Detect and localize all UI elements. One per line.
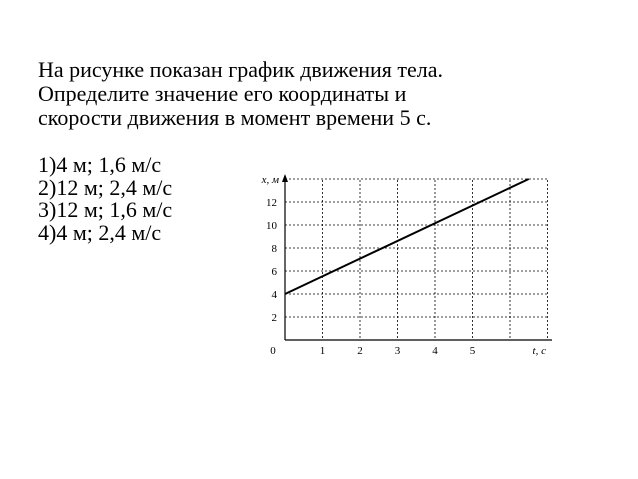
x-tick-label: 5 xyxy=(469,345,476,357)
x-tick-label: 2 xyxy=(357,345,363,357)
y-tick-label: 12 xyxy=(266,197,277,209)
y-tick-label: 2 xyxy=(271,312,277,324)
y-axis-arrow xyxy=(282,174,288,182)
x-tick-label: 3 xyxy=(394,345,401,357)
x-axis-label: t, c xyxy=(532,345,546,357)
question-line-1: На рисунке показан график движения тела. xyxy=(38,57,444,82)
y-tick-label: 8 xyxy=(271,243,277,255)
answer-option-4[interactable]: 4)4 м; 2,4 м/с xyxy=(38,219,162,245)
y-axis-label: x, м xyxy=(261,174,279,186)
x-tick-label: 1 xyxy=(319,345,326,357)
answer-option-3[interactable]: 3)12 м; 1,6 м/с xyxy=(38,197,173,222)
y-tick-label: 10 xyxy=(266,220,277,232)
origin-label: 0 xyxy=(270,345,276,357)
series-line xyxy=(285,179,529,294)
answer-option-1[interactable]: 1)4 м; 1,6 м/с xyxy=(38,152,162,177)
question-line-3: скорости движения в момент времени 5 с. xyxy=(38,105,432,130)
x-tick-label: 4 xyxy=(432,345,438,357)
question-line-2: Определите значение его координаты и xyxy=(38,81,407,106)
y-tick-label: 6 xyxy=(271,266,277,278)
answer-option-2[interactable]: 2)12 м; 2,4 м/с xyxy=(38,174,173,200)
y-tick-label: 4 xyxy=(271,289,277,301)
